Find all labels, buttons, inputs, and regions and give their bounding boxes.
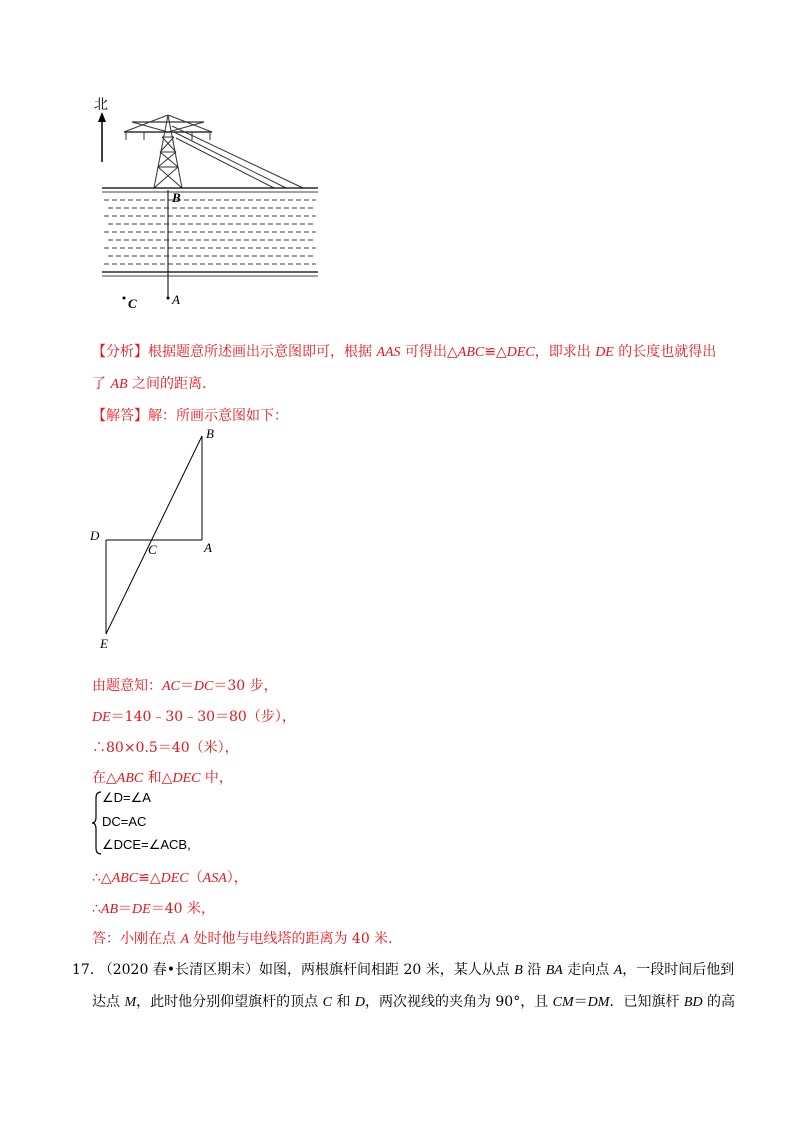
point-A-label: A	[172, 292, 180, 307]
question-text: ，两次视线的夹角为 90°，且	[364, 994, 553, 1010]
equation-system	[92, 790, 252, 856]
solution-text: 处时他与电线塔的距离为 40 米.	[189, 931, 393, 947]
question-number: 17.	[72, 962, 95, 978]
point-C-dot	[123, 297, 126, 300]
north-label: 北	[94, 97, 108, 113]
question-text: 和	[331, 994, 355, 1010]
condition-angle-d: ∠D=∠A	[102, 790, 151, 805]
solution-line-5	[92, 868, 248, 889]
solution-text: 中，	[200, 770, 233, 786]
answer-text: 解：所画示意图如下：	[148, 408, 288, 424]
answer-line	[92, 406, 288, 426]
analysis-text: 根据题意所述画出示意图即可，根据	[148, 344, 377, 360]
solution-line-4	[92, 768, 233, 789]
label-B: B	[206, 426, 214, 441]
question-text: ＝	[573, 994, 588, 1010]
point-B-label: B	[172, 190, 181, 205]
question-text: 的高	[702, 994, 736, 1010]
var-abc: ABC	[111, 871, 139, 886]
solution-text: ≌△	[138, 870, 161, 886]
left-brace-icon	[92, 790, 102, 856]
question-text: 沿	[522, 962, 546, 978]
var-a: A	[180, 932, 190, 947]
solution-text: 和△	[143, 770, 173, 786]
var-ac: AC	[162, 679, 180, 694]
question-text: ，此时他分别仰望旗杆的顶点	[136, 994, 323, 1010]
label-C: C	[148, 542, 157, 557]
condition-angle-dce	[102, 837, 191, 853]
solution-text: 由题意知：	[92, 678, 162, 694]
solution-text: ＝	[118, 901, 133, 917]
var-a: A	[613, 963, 623, 978]
power-tower-icon	[124, 115, 212, 188]
solution-text: 答：小刚在点	[92, 931, 181, 947]
tower-river-svg	[88, 92, 328, 312]
solution-text: ∴80×0.5＝40（米），	[92, 740, 239, 756]
power-wires	[172, 126, 303, 188]
var-bd: BD	[683, 995, 703, 1010]
analysis-ab: AB	[110, 377, 128, 392]
condition-angle-dce-tail: ,	[187, 837, 191, 852]
analysis-line-1	[92, 342, 716, 363]
question-17-line-2	[92, 992, 735, 1013]
river-water-pattern	[104, 200, 316, 264]
solution-text: （	[188, 870, 203, 886]
answer-tag: 【解答】	[92, 408, 148, 424]
analysis-text: 可得出△	[400, 344, 458, 360]
var-ab: AB	[100, 902, 119, 917]
var-cm: CM	[552, 995, 574, 1010]
solution-text: ），	[226, 870, 248, 886]
solution-line-2	[92, 707, 296, 728]
analysis-text: 之间的距离.	[127, 376, 207, 392]
question-text: ．已知旗杆	[609, 994, 684, 1010]
question-17-line-1	[72, 960, 734, 981]
var-d: D	[354, 995, 365, 1010]
var-asa: ASA	[202, 871, 227, 886]
question-text: （2020 春•长清区期末）如图，两根旗杆间相距 20 米，某人从点	[98, 962, 515, 978]
var-abc: ABC	[116, 771, 144, 786]
label-E: E	[100, 636, 108, 651]
solution-line-1	[92, 676, 278, 697]
analysis-text: ，即求出	[534, 344, 596, 360]
label-D: D	[90, 528, 100, 543]
solution-text: ＝140﹣30﹣30＝80（步），	[110, 709, 296, 725]
question-text: 达点	[92, 994, 125, 1010]
condition-dc-ac: DC=AC	[102, 814, 147, 829]
segment-BE	[106, 436, 202, 634]
solution-line-7	[92, 929, 393, 950]
analysis-line-2	[92, 374, 206, 395]
var-dec: DEC	[172, 771, 201, 786]
point-C-label: C	[128, 296, 137, 311]
var-dec: DEC	[160, 871, 189, 886]
analysis-tag: 【分析】	[92, 344, 148, 360]
analysis-text: 了	[92, 376, 111, 392]
var-dc: DC	[193, 679, 214, 694]
solution-text: 在△	[92, 770, 117, 786]
point-A-dot	[167, 297, 170, 300]
tower-river-figure	[88, 92, 328, 312]
var-c: C	[322, 995, 332, 1010]
question-text: ，一段时间后他到	[622, 962, 735, 978]
analysis-de: DE	[595, 345, 614, 360]
analysis-aas: AAS	[376, 345, 401, 360]
analysis-cong: ≌△	[484, 344, 507, 360]
solution-text: ＝	[179, 678, 194, 694]
solution-text: ∴△	[92, 870, 112, 886]
var-b: B	[514, 963, 523, 978]
analysis-text: 的长度也就得出	[613, 344, 717, 360]
var-ba: BA	[545, 963, 563, 978]
condition-angle-dce-text: ∠DCE=∠ACB	[102, 837, 188, 852]
var-de: DE	[92, 710, 111, 725]
solution-text: ＝40 米，	[150, 901, 215, 917]
solution-text: ∴	[92, 901, 101, 917]
analysis-dec: DEC	[506, 345, 535, 360]
solution-line-6	[92, 899, 215, 920]
var-dm: DM	[587, 995, 610, 1010]
var-m: M	[124, 995, 137, 1010]
solution-text: ＝30 步，	[213, 678, 278, 694]
solution-line-3	[92, 738, 239, 758]
question-text: 走向点	[562, 962, 614, 978]
label-A: A	[204, 540, 212, 555]
triangle-figure	[86, 426, 226, 656]
var-de: DE	[132, 902, 151, 917]
analysis-abc: ABC	[457, 345, 485, 360]
